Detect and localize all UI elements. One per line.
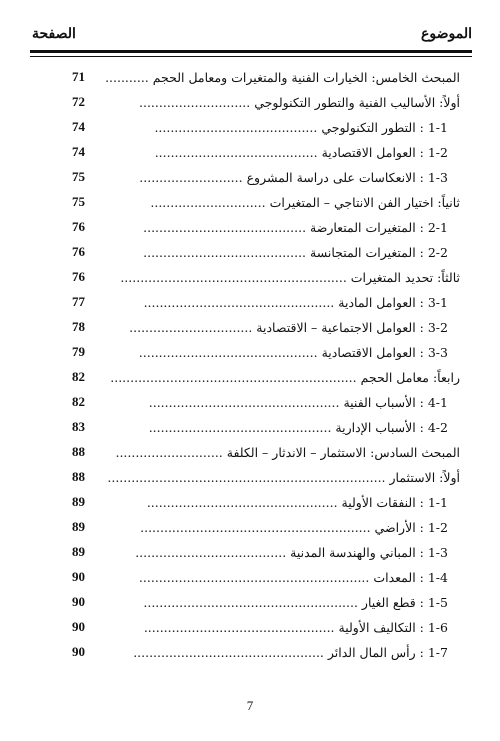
toc-page-number: 75 xyxy=(72,194,85,209)
toc-subsection-title: 1-1 : النفقات الأولية ................................................ xyxy=(146,495,448,510)
toc-subsection-title: 1-5 : قطع الغيار ...................................................... xyxy=(143,595,448,610)
toc-page-number: 89 xyxy=(72,519,85,534)
toc-subsection-title: 1-1 : التطور التكنولوجي ......................................... xyxy=(154,120,448,135)
toc-row xyxy=(0,166,500,191)
toc-page-number: 88 xyxy=(72,444,85,459)
page-number: 7 xyxy=(246,698,254,713)
toc-row xyxy=(0,416,500,441)
toc-page-number: 82 xyxy=(72,369,85,384)
toc-subsection-title: 4-1 : الأسباب الفنية ................................................ xyxy=(148,395,448,410)
table-of-contents xyxy=(0,66,500,666)
toc-row xyxy=(0,116,500,141)
toc-page-number: 89 xyxy=(72,544,85,559)
toc-row xyxy=(0,591,500,616)
topic-column-heading: الموضوع xyxy=(421,26,472,42)
toc-row xyxy=(0,291,500,316)
toc-page-number: 82 xyxy=(72,394,85,409)
toc-row xyxy=(0,391,500,416)
toc-subsection-title: 1-2 : الأراضي .......................................................... xyxy=(140,520,448,535)
toc-subsection-title: 1-6 : التكاليف الأولية ................................................ xyxy=(143,620,448,635)
toc-page-number: 88 xyxy=(72,469,85,484)
toc-page-number: 78 xyxy=(72,319,85,334)
toc-page-number: 76 xyxy=(72,269,85,284)
toc-page-number: 76 xyxy=(72,219,85,234)
toc-page-number: 89 xyxy=(72,494,85,509)
toc-row xyxy=(0,616,500,641)
toc-subsection-title: 3-3 : العوامل الاقتصادية ............................................. xyxy=(138,345,448,360)
toc-subsection-title: 1-3 : المباني والهندسة المدنية ...................................... xyxy=(135,545,448,560)
toc-subsection-title: 3-2 : العوامل الاجتماعية – الاقتصادية ............................... xyxy=(129,320,448,335)
toc-page-number: 72 xyxy=(72,94,85,109)
toc-row xyxy=(0,466,500,491)
toc-subsection-title: 1-7 : رأس المال الدائر ................................................ xyxy=(133,645,448,660)
toc-row xyxy=(0,441,500,466)
toc-page-number: 90 xyxy=(72,619,85,634)
toc-subsection-title: 1-3 : الانعكاسات على دراسة المشروع .......................... xyxy=(139,170,448,185)
toc-page-number: 77 xyxy=(72,294,85,309)
toc-subsection-title: 2-2 : المتغيرات المتجانسة ......................................... xyxy=(143,245,448,260)
toc-page-number: 90 xyxy=(72,594,85,609)
toc-section-title: المبحث السادس: الاستثمار – الاندثار – الكلفة ........................... xyxy=(115,445,460,460)
toc-page-number: 76 xyxy=(72,244,85,259)
toc-row xyxy=(0,141,500,166)
toc-subsection-title: 1-4 : المعدات .......................................................... xyxy=(138,570,448,585)
toc-row xyxy=(0,566,500,591)
toc-section-title: أولاً: الاستثمار ...................................................................... xyxy=(107,470,460,485)
toc-row xyxy=(0,341,500,366)
toc-page-number: 79 xyxy=(72,344,85,359)
toc-row xyxy=(0,541,500,566)
toc-section-title: أولاً: الأساليب الفنية والتطور التكنولوجي ............................ xyxy=(139,95,460,110)
toc-subsection-title: 3-1 : العوامل المادية ................................................ xyxy=(143,295,448,310)
toc-row xyxy=(0,266,500,291)
toc-page-number: 90 xyxy=(72,644,85,659)
toc-row xyxy=(0,516,500,541)
toc-row xyxy=(0,241,500,266)
toc-page-number: 90 xyxy=(72,569,85,584)
toc-subsection-title: 2-1 : المتغيرات المتعارضة ......................................... xyxy=(143,220,448,235)
toc-row xyxy=(0,191,500,216)
toc-page-number: 74 xyxy=(72,144,85,159)
toc-header xyxy=(32,26,472,46)
toc-row xyxy=(0,91,500,116)
toc-section-title: ثالثاً: تحديد المتغيرات ......................................................... xyxy=(120,270,460,285)
toc-section-title: ثانياً: اختيار الفن الانتاجي – المتغيرات ............................. xyxy=(150,195,460,210)
header-rule-thin xyxy=(30,56,472,57)
toc-row xyxy=(0,491,500,516)
toc-subsection-title: 1-2 : العوامل الاقتصادية ......................................... xyxy=(154,145,448,160)
toc-row xyxy=(0,66,500,91)
toc-row xyxy=(0,366,500,391)
toc-section-title: رابعاً: معامل الحجم .............................................................. xyxy=(110,370,460,385)
toc-row xyxy=(0,641,500,666)
toc-page-number: 71 xyxy=(72,69,85,84)
toc-page-number: 75 xyxy=(72,169,85,184)
toc-subsection-title: 4-2 : الأسباب الإدارية .............................................. xyxy=(148,420,448,435)
toc-page-number: 83 xyxy=(72,419,85,434)
page-column-heading: الصفحة xyxy=(32,26,76,42)
toc-section-title: المبحث الخامس: الخيارات الفنية والمتغيرات ومعامل الحجم ........... xyxy=(105,70,460,85)
toc-row xyxy=(0,316,500,341)
toc-page-number: 74 xyxy=(72,119,85,134)
toc-row xyxy=(0,216,500,241)
header-rule-thick xyxy=(30,50,472,53)
